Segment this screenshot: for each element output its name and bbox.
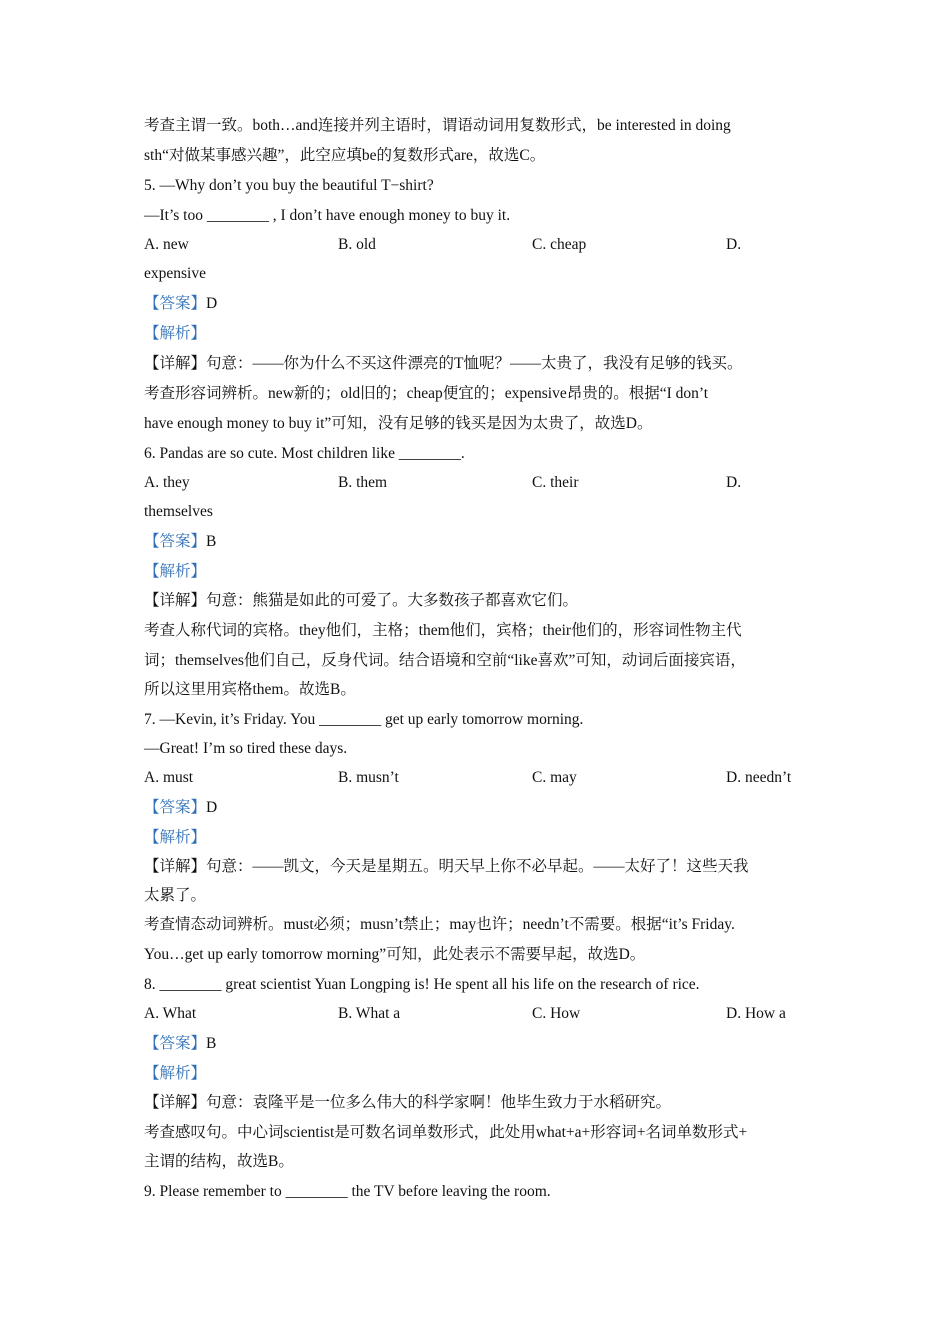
option-d: D. [726, 236, 742, 253]
option-a: A. What [144, 1005, 197, 1022]
text-line: 考查主谓一致。both…and连接并列主语时，谓语动词用复数形式，be interested in doing [144, 117, 731, 134]
explanation-line: 考查感叹句。中心词scientist是可数名词单数形式，此处用what+a+形容词+名词单数形式+ [144, 1124, 748, 1141]
explanation-line: 词；themselves他们自己，反身代词。结合语境和空前“like喜欢”可知，动词后面接宾语， [144, 652, 746, 669]
question-5: 5. —Why don’t you buy the beautiful T−shirt? [144, 177, 434, 194]
answer-value: B [206, 533, 217, 550]
answer-label: 【答案】 [144, 533, 207, 550]
option-a: A. they [144, 474, 190, 491]
option-c: C. may [532, 769, 577, 786]
answer-value: D [206, 295, 218, 312]
option-a: A. new [144, 236, 189, 253]
explanation-line: 考查情态动词辨析。must必须；musn’t禁止；may也许；needn’t不需要。根据“it’s Friday. [144, 916, 735, 933]
option-d-continued: themselves [144, 503, 213, 520]
answer-line [144, 1033, 216, 1055]
option-d: D. needn’t [726, 769, 792, 786]
question-9: 9. Please remember to ________ the TV before leaving the room. [144, 1183, 551, 1200]
question-8: 8. ________ great scientist Yuan Longping is! He spent all his life on the research of rice. [144, 976, 700, 993]
option-d: D. [726, 474, 742, 491]
option-d-continued: expensive [144, 265, 206, 282]
option-c: C. How [532, 1005, 581, 1022]
question-7-reply: —Great! I’m so tired these days. [144, 740, 348, 757]
answer-label: 【答案】 [144, 295, 207, 312]
option-b: B. old [338, 236, 376, 253]
option-a: A. must [144, 769, 194, 786]
detail-line [144, 590, 578, 612]
analysis-label: 【解析】 [144, 563, 207, 580]
detail-line [144, 353, 743, 375]
answer-value: B [206, 1035, 217, 1052]
explanation-line: 主谓的结构，故选B。 [144, 1153, 294, 1170]
option-b: B. What a [338, 1005, 401, 1022]
analysis-label: 【解析】 [144, 1065, 207, 1082]
option-d: D. How a [726, 1005, 786, 1022]
answer-line [144, 797, 217, 819]
question-7: 7. —Kevin, it’s Friday. You ________ get up early tomorrow morning. [144, 711, 584, 728]
detail-label: 【详解】 [144, 858, 207, 875]
question-6: 6. Pandas are so cute. Most children like ________. [144, 445, 465, 462]
explanation-line: You…get up early tomorrow morning”可知，此处表示不需要早起，故选D。 [144, 946, 646, 963]
explanation-line: 考查形容词辨析。new新的；old旧的；cheap便宜的；expensive昂贵的。根据“I don’t [144, 385, 709, 402]
detail-label: 【详解】 [144, 355, 207, 372]
answer-value: D [206, 799, 218, 816]
detail-line [144, 1092, 671, 1114]
answer-line [144, 293, 217, 315]
explanation-line: have enough money to buy it”可知，没有足够的钱买是因为太贵了，故选D。 [144, 415, 653, 432]
answer-label: 【答案】 [144, 799, 207, 816]
detail-text: 句意：——你为什么不买这件漂亮的T恤呢？——太贵了，我没有足够的钱买。 [206, 355, 743, 372]
text-line: sth“对做某事感兴趣”，此空应填be的复数形式are，故选C。 [144, 147, 546, 164]
detail-line: 太累了。 [144, 887, 207, 904]
detail-text: 句意：——凯文，今天是星期五。明天早上你不必早起。——太好了！这些天我 [206, 858, 749, 875]
explanation-line: 所以这里用宾格them。故选B。 [144, 681, 356, 698]
detail-label: 【详解】 [144, 1094, 207, 1111]
answer-label: 【答案】 [144, 1035, 207, 1052]
option-b: B. musn’t [338, 769, 399, 786]
analysis-label: 【解析】 [144, 829, 207, 846]
detail-text: 句意：熊猫是如此的可爱了。大多数孩子都喜欢它们。 [206, 592, 579, 609]
detail-text: 句意：袁隆平是一位多么伟大的科学家啊！他毕生致力于水稻研究。 [206, 1094, 672, 1111]
option-c: C. their [532, 474, 579, 491]
option-b: B. them [338, 474, 388, 491]
question-5-reply: —It’s too ________ , I don’t have enough money to buy it. [144, 207, 511, 224]
analysis-label: 【解析】 [144, 325, 207, 342]
option-c: C. cheap [532, 236, 587, 253]
detail-line [144, 856, 749, 878]
answer-line [144, 531, 216, 553]
explanation-line: 考查人称代词的宾格。they他们，主格；them他们，宾格；their他们的，形容词性物主代 [144, 622, 742, 639]
detail-label: 【详解】 [144, 592, 207, 609]
